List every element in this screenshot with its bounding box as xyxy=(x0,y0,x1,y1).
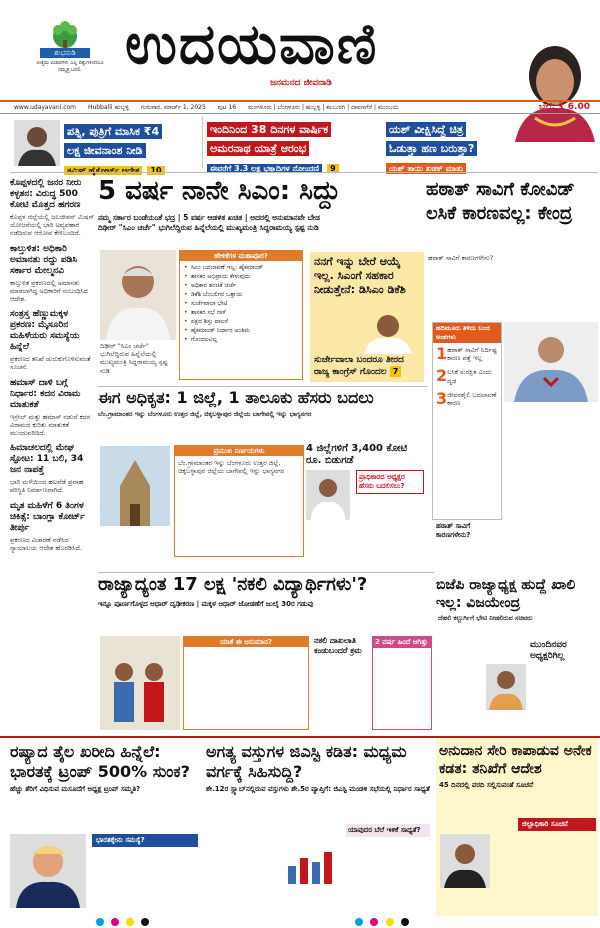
cyan-mark-icon xyxy=(96,918,104,926)
left-story-6-body: ಪ್ರಕರಣದ ವಿಚಾರಣೆ ನಡೆಸಿದ ನ್ಯಾಯಾಲಯ ಆದೇಶ ಹೊರಡಿಸಿದೆ. xyxy=(10,535,82,552)
bjp-side-head: ಮುಂದಿನವರ ಅಧ್ಯಕ್ಷರಿಗಿಲ್ಲ xyxy=(530,640,567,661)
decisions-box-body: ಬೆಂ.ಗ್ರಾಮಾಂತರ ಇನ್ನು ಬೆಂಗಳೂರು ಉತ್ತರ ಜಿಲ್ಲೆ, ಚಿಕ್ಕಬಳ್ಳಾಪುರ ಜಿಲ್ಲೆಯ ಬಾಗೇಪಲ್ಲಿ ಇನ್ನು ಭಾಗ್ಯನಗರ xyxy=(178,459,285,476)
minister-photo-icon xyxy=(306,470,350,520)
yellow-mark-icon xyxy=(126,918,134,926)
left-story-1-head: ಕೊಪ್ಪಳದಲ್ಲಿ ಜನರ ನೀರು ಕಳ್ಳತನ: ವಿರುದ್ಧ 500 ಕೋಟಿ ಮೊತ್ತದ ಹಗರಣ xyxy=(10,178,82,210)
masthead xyxy=(0,0,600,100)
statement-item: • ಶಾಸಕರ ಸಭೆ ನಾಳೆ xyxy=(184,308,298,317)
section-divider xyxy=(10,172,598,173)
covid-body: ಹಠಾತ್ ಸಾವಿಗೆ ಕಾರಣಗಳೇನು? xyxy=(428,254,494,262)
edition-name: Hubballi ಹುಬ್ಬಳ್ಳಿ xyxy=(87,104,129,111)
tariff-story xyxy=(10,738,200,844)
fake-admission-box xyxy=(314,636,370,730)
lead-subhead xyxy=(98,213,416,232)
temple-photo-icon xyxy=(100,446,170,526)
bottom-section xyxy=(0,736,600,916)
teaser-3-sub: ಯಶ್ ತಾಯಿ ಖಡಕ್ ಮಾತು xyxy=(386,163,466,174)
statement-item: • ಪಕ್ಷದ ಶಿಸ್ತು ಪಾಲನೆ xyxy=(184,317,298,326)
brand-tagline: ಉತ್ತಮ ವಿಚಾರಗಳು ಎಲ್ಲ ದಿಕ್ಕುಗಳಿಂದಲೂ ನಮ್ಮತ್ತ ಬರಲಿ. xyxy=(36,60,104,73)
gst-chart-icon xyxy=(282,846,342,886)
bjp-subhead: ದೆಹಲಿ ಕಲ್ಬುರ್ಗಿಗೆ ಭೇಟಿ ನೀಡಲಿರುವ ಸಚಿವರು xyxy=(438,614,533,622)
tariff-subhead: ಹೆಚ್ಚು ತೆರಿಗೆ ವಿಧಿಸುವ ಮಸೂದೆಗೆ ಅಧ್ಯಕ್ಷ ಟ್ರಂಪ್ ಸಮ್ಮತಿ? xyxy=(10,785,141,793)
left-story-1-body: ಕೊಪ್ಪಳ ಜಿಲ್ಲೆಯಲ್ಲಿ ಜಲಜೀವನ್ ಮಿಷನ್ ಯೋಜನೆಯಲ್ಲಿ ಭಾರಿ ಅವ್ಯವಹಾರ ನಡೆದಿರುವ ಆರೋಪ ಕೇಳಿಬಂದಿದೆ. xyxy=(10,213,95,238)
vijayendra-photo-icon xyxy=(486,664,526,710)
left-story-1 xyxy=(10,178,96,238)
dks-quote-box xyxy=(310,252,424,382)
left-story-4 xyxy=(10,378,96,438)
brand-name: ಶುಭನುಡಿ xyxy=(40,48,90,58)
teaser-3-line-2: ಓಡುತ್ತಾ ಹಣ ಬರುತ್ತಾ? xyxy=(386,141,477,156)
lead-body-text: ದಿಢೀರ್ "ಸಿಎಂ ಚರ್ಚೆ" ಭುಗಿಲೆದ್ದಿರುವ ಹಿನ್ನೆಲೆಯಲ್ಲಿ ಮುಖ್ಯಮಂತ್ರಿ ಸಿದ್ದರಾಮಯ್ಯ ಸ್ಪಷ್ಟ ನುಡಿ xyxy=(100,342,168,375)
left-story-2-body: ಕಾಲ್ತುಳಿತ ಪ್ರಕರಣದಲ್ಲಿ ಅಮಾನತು ಮಾಡಲಾಗಿದ್ದ ಅಧಿಕಾರಿಗೆ ಸಂಬಂಧಿಸಿದ ಆದೇಶ. xyxy=(10,278,88,304)
magenta-mark-icon xyxy=(111,918,119,926)
left-story-3-body: ಪ್ರಕರಣದ ತನಿಖೆ ಚುರುಕುಗೊಳಿಸುವಂತೆ ಸೂಚನೆ. xyxy=(10,355,91,372)
statement-item: • ಶಾಸಕರ ಅಭಿಪ್ರಾಯ ಕೇಳುವುದು xyxy=(184,272,298,281)
left-story-6-head: ಮೃತ ಮಹಿಳೆಗೆ 6 ತಿಂಗಳ ಚಿಕಿತ್ಸೆ: ಬಾಂಗ್ಲಾ ಕೋರ್ಟ್ ತೀರ್ಪು xyxy=(10,500,85,533)
left-story-4-head: ಹಮಾಸ್ ದಾಳಿ ಬಗ್ಗೆ ನಿರ್ಧಾರ: ಕದನ ವಿರಾಮ ಮಾತುಕತೆ xyxy=(10,377,81,410)
grants-subhead: 45 ದಿನದಲ್ಲಿ ವರದಿ ಸಲ್ಲಿಸುವಂತೆ ಸೂಚನೆ xyxy=(439,781,534,789)
grants-headline: ಅನುದಾನ ಸೇರಿ ಕಾಪಾಡುವ ಅನೇಕ ಕಡತ: ತನಿಖೆಗೆ ಆದೇಶ xyxy=(439,743,592,777)
fake-students-headline: ರಾಜ್ಯಾದ್ಯಂತ 17 ಲಕ್ಷ 'ನಕಲಿ ವಿದ್ಯಾರ್ಥಿಗಳು'? xyxy=(98,574,368,595)
left-story-5 xyxy=(10,443,96,494)
statement-item: • ಸುರ್ಜೆವಾಲಾ ಭೇಟಿ xyxy=(184,299,298,308)
sudden-death-box xyxy=(436,522,496,540)
gst-box xyxy=(346,824,430,837)
gst-story xyxy=(206,738,430,834)
heart-attack-photo-icon xyxy=(504,322,598,402)
person-photo-icon xyxy=(14,120,60,166)
covid-point-2: 2 ಲಸಿಕೆ ಸುರಕ್ಷಿತ ಎಂದು ದೃಢ xyxy=(436,366,492,386)
left-story-5-head: ಹಿಮಾಚಲದಲ್ಲಿ ಮೇಘ ಸ್ಫೋಟ: 11 ಬಲಿ, 34 ಜನ ನಾಪತ್ತೆ xyxy=(10,443,84,476)
dks-page-badge: 7 xyxy=(390,366,402,377)
left-story-6 xyxy=(10,501,96,552)
page-count: ಪುಟ 16 xyxy=(217,104,237,111)
covid-headline: ಹಠಾತ್ ಸಾವಿಗೆ ಕೋವಿಡ್ ಲಸಿಕೆ ಕಾರಣವಲ್ಲ: ಕೇಂದ್ರ xyxy=(426,179,575,224)
teaser-2-sub: ಈವರೆಗೆ 3.3 ಲಕ್ಷ ಭಕ್ತಾದಿಗಳ ನೋಂದಣಿ xyxy=(207,164,322,173)
covid-points-box xyxy=(432,322,502,520)
sudden-death-title: ಹಠಾತ್ ಸಾವಿಗೆ ಕಾರಣಗಳೇನು? xyxy=(436,522,471,539)
rename-headline: ಈಗ ಅಧಿಕೃತ: 1 ಜಿಲ್ಲೆ, 1 ತಾಲೂಕು ಹೆಸರು ಬದಲು xyxy=(98,388,374,407)
teaser-1-line-1: ಪತ್ನಿ, ಪುತ್ರಿಗೆ ಮಾಸಿಕ ₹4 xyxy=(64,124,162,139)
teaser-3-line-1: ಯಶ್ ವೀಕ್ಷಿಸಿದ್ದೆ ಚಿತ್ರ xyxy=(386,122,466,137)
black-mark-icon xyxy=(401,918,409,926)
authority-box xyxy=(356,470,424,494)
funds-headline: 4 ಜಿಲ್ಲೆಗಳಿಗೆ 3,400 ಕೋಟಿ ರೂ. ಬಿಡುಗಡೆ xyxy=(306,443,408,466)
statement-item: • ಡಿಕೆಶಿ ಬೆಂಬಲಿಗರ ಒತ್ತಾಯ xyxy=(184,290,298,299)
fake-admission-title: ನಕಲಿ ದಾಖಲಾತಿ ಕಂಡುಬಂದರೆ ಕ್ರಮ xyxy=(314,636,362,655)
newspaper-tagline: ಜನಮನದ ಜೀವನಾಡಿ xyxy=(270,78,332,88)
statement-item: • ಸಿಎಂ ಬದಲಾವಣೆ ಇಲ್ಲ: ಹೈಕಮಾಂಡ್ xyxy=(184,263,298,272)
surjewala-headline: ಸುರ್ಜೇವಾಲಾ ಬಂದರೂ ತೀರದ ರಾಜ್ಯ ಕಾಂಗ್ರೆಸ್ ಗೊಂದಲ 7 xyxy=(314,355,404,377)
decisions-box-title: ಪ್ರಮುಖ ನಿರ್ಣಯಗಳು xyxy=(175,446,303,456)
statement-item: • ಹೈಕಮಾಂಡ್ ನಿರ್ಧಾರ ಅಂತಿಮ xyxy=(184,326,298,335)
issue-date: ಗುರುವಾರ, ಮಾರ್ಚ್ 1, 2025 xyxy=(140,104,206,111)
teaser-alimony xyxy=(14,116,200,175)
tariff-box xyxy=(92,834,198,847)
teaser-2-line-2: ಅಮರನಾಥ ಯಾತ್ರೆ ಆರಂಭ xyxy=(207,141,309,156)
dk-shivakumar-photo-icon xyxy=(358,308,418,354)
trump-photo-icon xyxy=(10,834,86,908)
teaser-2-line-1: ಇಂದಿನಿಂದ 38 ದಿನಗಳ ವಾರ್ಷಿಕ xyxy=(207,122,331,137)
yellow-mark-icon xyxy=(386,918,394,926)
rename-subhead: ಬೆಂ.ಗ್ರಾಮಾಂತರ ಇನ್ನು ಬೆಂಗಳೂರು ಉತ್ತರ ಜಿಲ್ಲೆ, ಚಿಕ್ಕಬಳ್ಳಾಪುರ ಜಿಲ್ಲೆಯ ಬಾಗೇಪಲ್ಲಿ ಇನ್ನು ಭಾಗ್ಯನಗರ xyxy=(98,410,312,418)
lead-headline: 5 ವರ್ಷ ನಾನೇ ಸಿಎಂ: ಸಿದ್ದು xyxy=(98,176,341,206)
teaser-2-page-badge: 9 xyxy=(327,164,339,173)
statement-item: • ಗೊಂದಲವಿಲ್ಲ xyxy=(184,335,298,344)
advertisement-portrait-image xyxy=(505,40,600,142)
doubt-box-title: ಯಾಕೆ ಈ ಅನುಮಾನ? xyxy=(184,637,308,647)
left-story-2-head: ಕಾಲ್ತುಳಿತ: ಅಧಿಕಾರಿ ಅಮಾನತು ರದ್ದು ಪಡಿಸಿ ಸರ್ಕಾರ ಮೇಲ್ಮನವಿ xyxy=(10,243,78,276)
website-url: www.udayavani.com xyxy=(14,104,77,111)
price-label: ಬೆಲೆ: ₹ 6.00 xyxy=(538,102,590,112)
left-story-5-body: ಭಾರಿ ಮಳೆಯಿಂದ ಹಲವೆಡೆ ಪ್ರವಾಹ ಪರಿಸ್ಥಿತಿ ನಿರ್ಮಾಣವಾಗಿದೆ. xyxy=(10,478,84,495)
lead-subhead-line-2: ದಿಢೀರ್ "ಸಿಎಂ ಚರ್ಚೆ" ಭುಗಿಲೆದ್ದಿರುವ ಹಿನ್ನೆಲೆಯಲ್ಲಿ ಮುಖ್ಯಮಂತ್ರಿ ಸಿದ್ದರಾಮಯ್ಯ ಸ್ಪಷ್ಟ ನುಡಿ xyxy=(98,222,319,232)
fake-students-subhead: ಇನ್ನೂ ಪೂರ್ಣಗೊಳ್ಳದ ಆಧಾರ್ ದೃಢೀಕರಣ | ಮಕ್ಕಳ ಆಧಾರ್ ಜೋಡಣೆಗೆ ಜುಲೈ 30ರ ಗಡುವು xyxy=(98,600,314,608)
grants-story xyxy=(436,738,598,916)
gst-headline: ಅಗತ್ಯ ವಸ್ತುಗಳ ಜಿಎಸ್ಟಿ ಕಡಿತ: ಮಧ್ಯಮ ವರ್ಗಕ್ಕೆ ಸಿಹಿಸುದ್ದಿ? xyxy=(206,742,407,781)
authority-box-title: ಪ್ರಾಧಿಕಾರದ ಅಧ್ಯಕ್ಷರ ಹೆಸರು ಬದಲಿಸಲು? xyxy=(359,473,405,490)
covid-point-1: 1 ಹಠಾತ್ ಸಾವಿಗೆ ನಿರ್ದಿಷ್ಟ ಕಾರಣ ಪತ್ತೆ ಇಲ್ಲ xyxy=(436,344,497,363)
teaser-yash xyxy=(386,116,506,173)
newspaper-title: ಉದಯವಾಣಿ xyxy=(125,11,379,77)
tariff-box-title: ಭಾರತಕ್ಕೇನು ಸಮಸ್ಯೆ? xyxy=(93,835,197,846)
left-column xyxy=(10,178,96,558)
students-photo-icon xyxy=(100,636,180,730)
tariff-headline: ರಷ್ಯಾದ ತೈಲ ಖರೀದಿ ಹಿನ್ನೆಲೆ: ಭಾರತಕ್ಕೆ ಟ್ರಂಪ್ 500% ಸುಂಕ? xyxy=(10,742,190,781)
statements-box-title: ಹೇಳಿಕೆಗಳ ಮಹಾಪೂರ? xyxy=(180,251,302,261)
teaser-1-sub: ತಮಿಳ್ ಹೈಕೋರ್ಟ್ ಆದೇಶ xyxy=(64,166,142,175)
statement-item: • ಅಧಿಕಾರ ಹಂಚಿಕೆ ಚರ್ಚೆ xyxy=(184,281,298,290)
left-story-3-head: ಸಂತ್ರಸ್ತ ಹೆಣ್ಣುಮಕ್ಕಳ ಪ್ರಕರಣ: ಮೈಸೂರಿನ ಮಹಿಳೆಯರು ಸಮಸ್ಯೆಯ ಹಿನ್ನೆಲೆ xyxy=(10,309,80,353)
cyan-mark-icon xyxy=(355,918,363,926)
two-years-box xyxy=(372,636,432,730)
two-years-title: 2 ವರ್ಷ ಹಿಂದೆ ಆಗಿತ್ತು xyxy=(373,637,431,648)
statements-list xyxy=(180,261,302,346)
black-mark-icon xyxy=(141,918,149,926)
magenta-mark-icon xyxy=(370,918,378,926)
left-story-3 xyxy=(10,309,96,371)
covid-points-title: ಹದಿಮೂರು ತಿಳಿದು ಬಂದ ಅಂಶಗಳು xyxy=(433,323,501,343)
dks-quote: ನನಗೆ ಇನ್ನು ಬೇರೆ ಆಯ್ಕೆ ಇಲ್ಲ. ಸಿಎಂಗೆ ಸಹಕಾರ ನೀಡುತ್ತೇನೆ: ಡಿಸಿಎಂ ಡಿಕೆಶಿ xyxy=(314,255,406,296)
left-story-4-body: ಇಸ್ರೇಲ್ ಮತ್ತು ಹಮಾಸ್ ನಡುವೆ ಕದನ ವಿರಾಮದ ಕುರಿತು ಮಾತುಕತೆ ಮುಂದುವರಿದಿದೆ. xyxy=(10,412,91,438)
gst-box-title: ಯಾವುದರ ಬೆಲೆ ಇಳಿಕೆ ಸಾಧ್ಯತೆ? xyxy=(348,826,421,834)
lead-subhead-line-1: ನಮ್ಮ ಸರ್ಕಾರ ಬಂಡೆಯಂತೆ ಭದ್ರ | 5 ವರ್ಷ ಆಡಳಿತ ಖಚಿತ | ಅದರಲ್ಲಿ ಅನುಮಾನವೇ ಬೇಡ xyxy=(98,213,320,222)
divider xyxy=(98,386,428,387)
collector-box-title: ಜಿಲ್ಲಾಧಿಕಾರಿ ಸೂಚನೆ xyxy=(519,819,595,830)
teaser-1-line-2: ಲಕ್ಷ ಜೀವನಾಂಶ ನೀಡಿ xyxy=(64,143,146,158)
collector-box xyxy=(518,818,596,831)
decisions-box xyxy=(174,445,304,557)
teaser-amarnath xyxy=(202,116,382,173)
edition-cities: ಮಂಗಳೂರು | ಬೆಂಗಳೂರು | ಹುಬ್ಬಳ್ಳಿ | ಕಲಬುರಗಿ | ದಾವಣಗೆರೆ | ಮುಂಬಯಿ xyxy=(248,104,399,111)
teaser-1-page-badge: 10 xyxy=(147,166,164,175)
left-story-2 xyxy=(10,244,96,304)
date-info-bar xyxy=(0,100,600,114)
gst-subhead: ಶೇ.12ರ ಸ್ಲ್ಯಾಬ್‌ನಲ್ಲಿರುವ ವಸ್ತುಗಳು ಶೇ.5ರ ವ್ಯಾಪ್ತಿಗೆ: ಜಿಎಸ್ಟಿ ಮಂಡಳಿ ಸಭೆಯಲ್ಲಿ ನಿರ್ಧಾರ ಸಾಧ್ಯತೆ xyxy=(206,785,430,793)
official-photo-icon xyxy=(440,834,490,888)
bjp-headline: ಬಿಜೆಪಿ ರಾಜ್ಯಾಧ್ಯಕ್ಷ ಹುದ್ದೆ ಖಾಲಿ ಇಲ್ಲ: ವಿಜಯೇಂದ್ರ xyxy=(436,577,576,611)
siddaramaiah-photo-icon xyxy=(100,250,176,340)
registration-marks xyxy=(0,914,600,928)
statements-box xyxy=(179,250,303,380)
divider xyxy=(98,572,434,573)
covid-point-3: 3 ಜೀವನಶೈಲಿ ಬದಲಾವಣೆ ಕಾರಣ xyxy=(436,388,497,408)
doubt-box xyxy=(183,636,309,730)
